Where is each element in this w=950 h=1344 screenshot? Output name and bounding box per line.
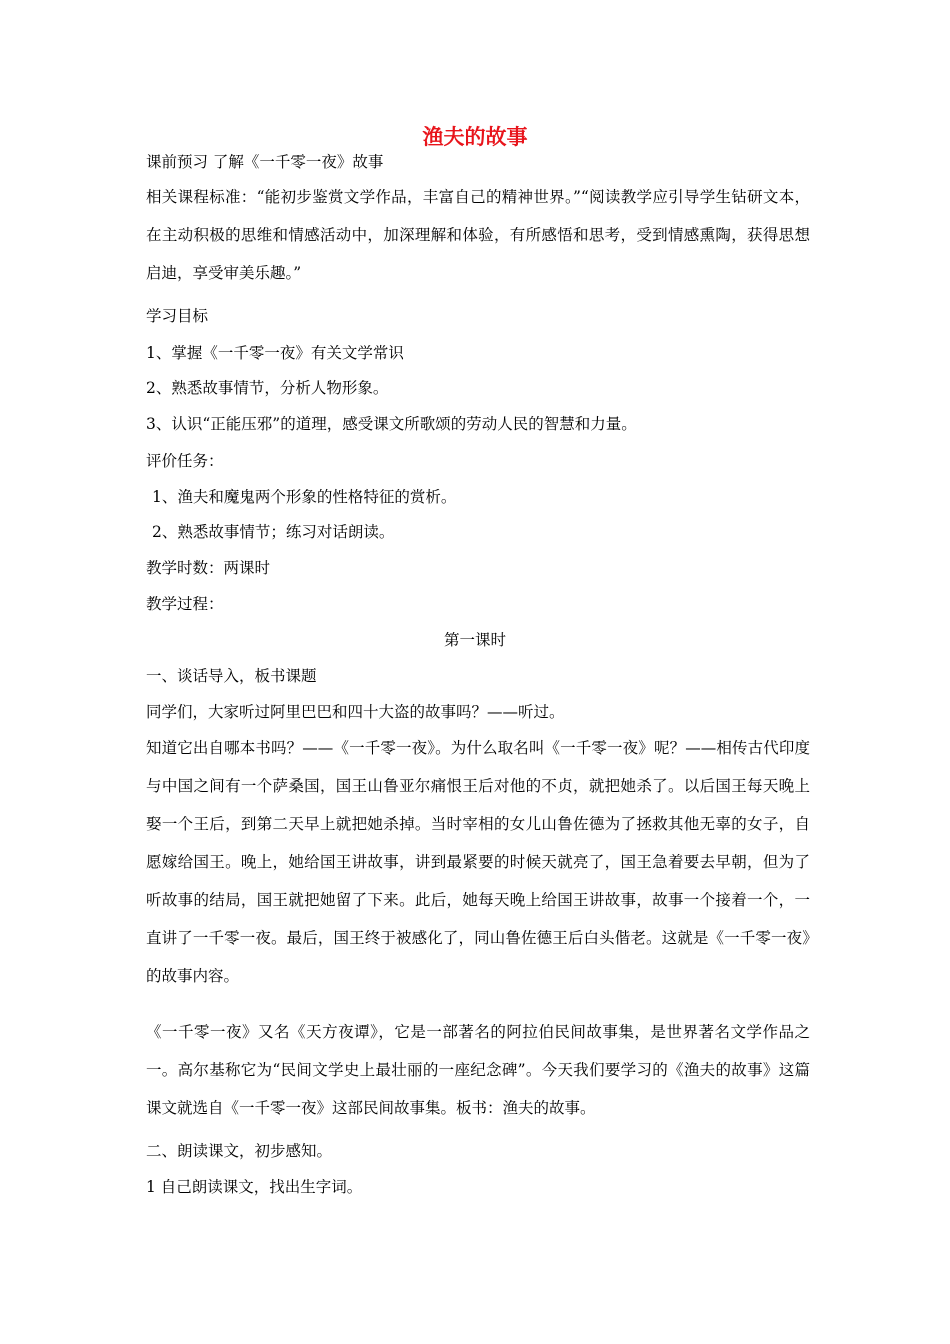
objective-item: 3、认识“正能压邪”的道理，感受课文所歌颂的劳动人民的智慧和力量。 xyxy=(146,415,637,433)
lesson-one-heading: 第一课时 xyxy=(443,631,506,649)
preview-line: 课前预习 了解《一千零一夜》故事 xyxy=(146,153,384,171)
task-item: 1、渔夫和魔鬼两个形象的性格特征的赏析。 xyxy=(152,488,457,506)
objective-item: 1、掌握《一千零一夜》有关文学常识 xyxy=(146,344,404,362)
objective-item: 2、熟悉故事情节，分析人物形象。 xyxy=(146,379,389,397)
process-heading: 教学过程： xyxy=(146,595,224,613)
section-one-heading: 一、谈话导入，板书课题 xyxy=(146,667,317,685)
step-one: 1 自己朗读课文，找出生字词。 xyxy=(146,1178,363,1196)
story-paragraph: 知道它出自哪本书吗？——《一千零一夜》。为什么取名叫《一千零一夜》呢？——相传古代印度与中国之间有一个萨桑国，国王山鲁亚尔痛恨王后对他的不贞，就把她杀了。以后国王每天晚上娶一个王后，到第二天早上就把她杀掉。当时宰相的女儿山鲁佐德为了拯救其他无辜的女子，自愿嫁给国王。晚上，她给国王讲故事，讲到最紧要的时候天就亮了，国王急着要去早朝，但为了听故事的结局，国王就把她留了下来。此后，她每天晚上给国王讲故事，故事一个接着一个，一直讲了一千零一夜。最后，国王终于被感化了，同山鲁佐德王后白头偕老。这就是《一千零一夜》的故事内容。 xyxy=(146,739,810,985)
section-two-heading: 二、朗读课文，初步感知。 xyxy=(146,1142,333,1160)
intro-question: 同学们，大家听过阿里巴巴和四十大盗的故事吗？——听过。 xyxy=(146,703,565,721)
tasks-heading: 评价任务： xyxy=(146,452,224,470)
teaching-hours: 教学时数：两课时 xyxy=(146,559,271,577)
task-item: 2、熟悉故事情节；练习对话朗读。 xyxy=(152,523,395,541)
objectives-heading: 学习目标 xyxy=(146,307,209,325)
book-paragraph: 《一千零一夜》又名《天方夜谭》，它是一部著名的阿拉伯民间故事集，是世界著名文学作品之一。高尔基称它为“民间文学史上最壮丽的一座纪念碑”。今天我们要学习的《渔夫的故事》这篇课文就选自《一千零一夜》这部民间故事集。板书：渔夫的故事。 xyxy=(146,1023,810,1117)
document-title: 渔夫的故事 xyxy=(422,125,528,149)
curriculum-standard-paragraph: 相关课程标准：“能初步鉴赏文学作品，丰富自己的精神世界。”“阅读教学应引导学生钻研文本，在主动积极的思维和情感活动中，加深理解和体验，有所感悟和思考，受到情感熏陶，获得思想启迪，享受审美乐趣。” xyxy=(146,188,810,282)
